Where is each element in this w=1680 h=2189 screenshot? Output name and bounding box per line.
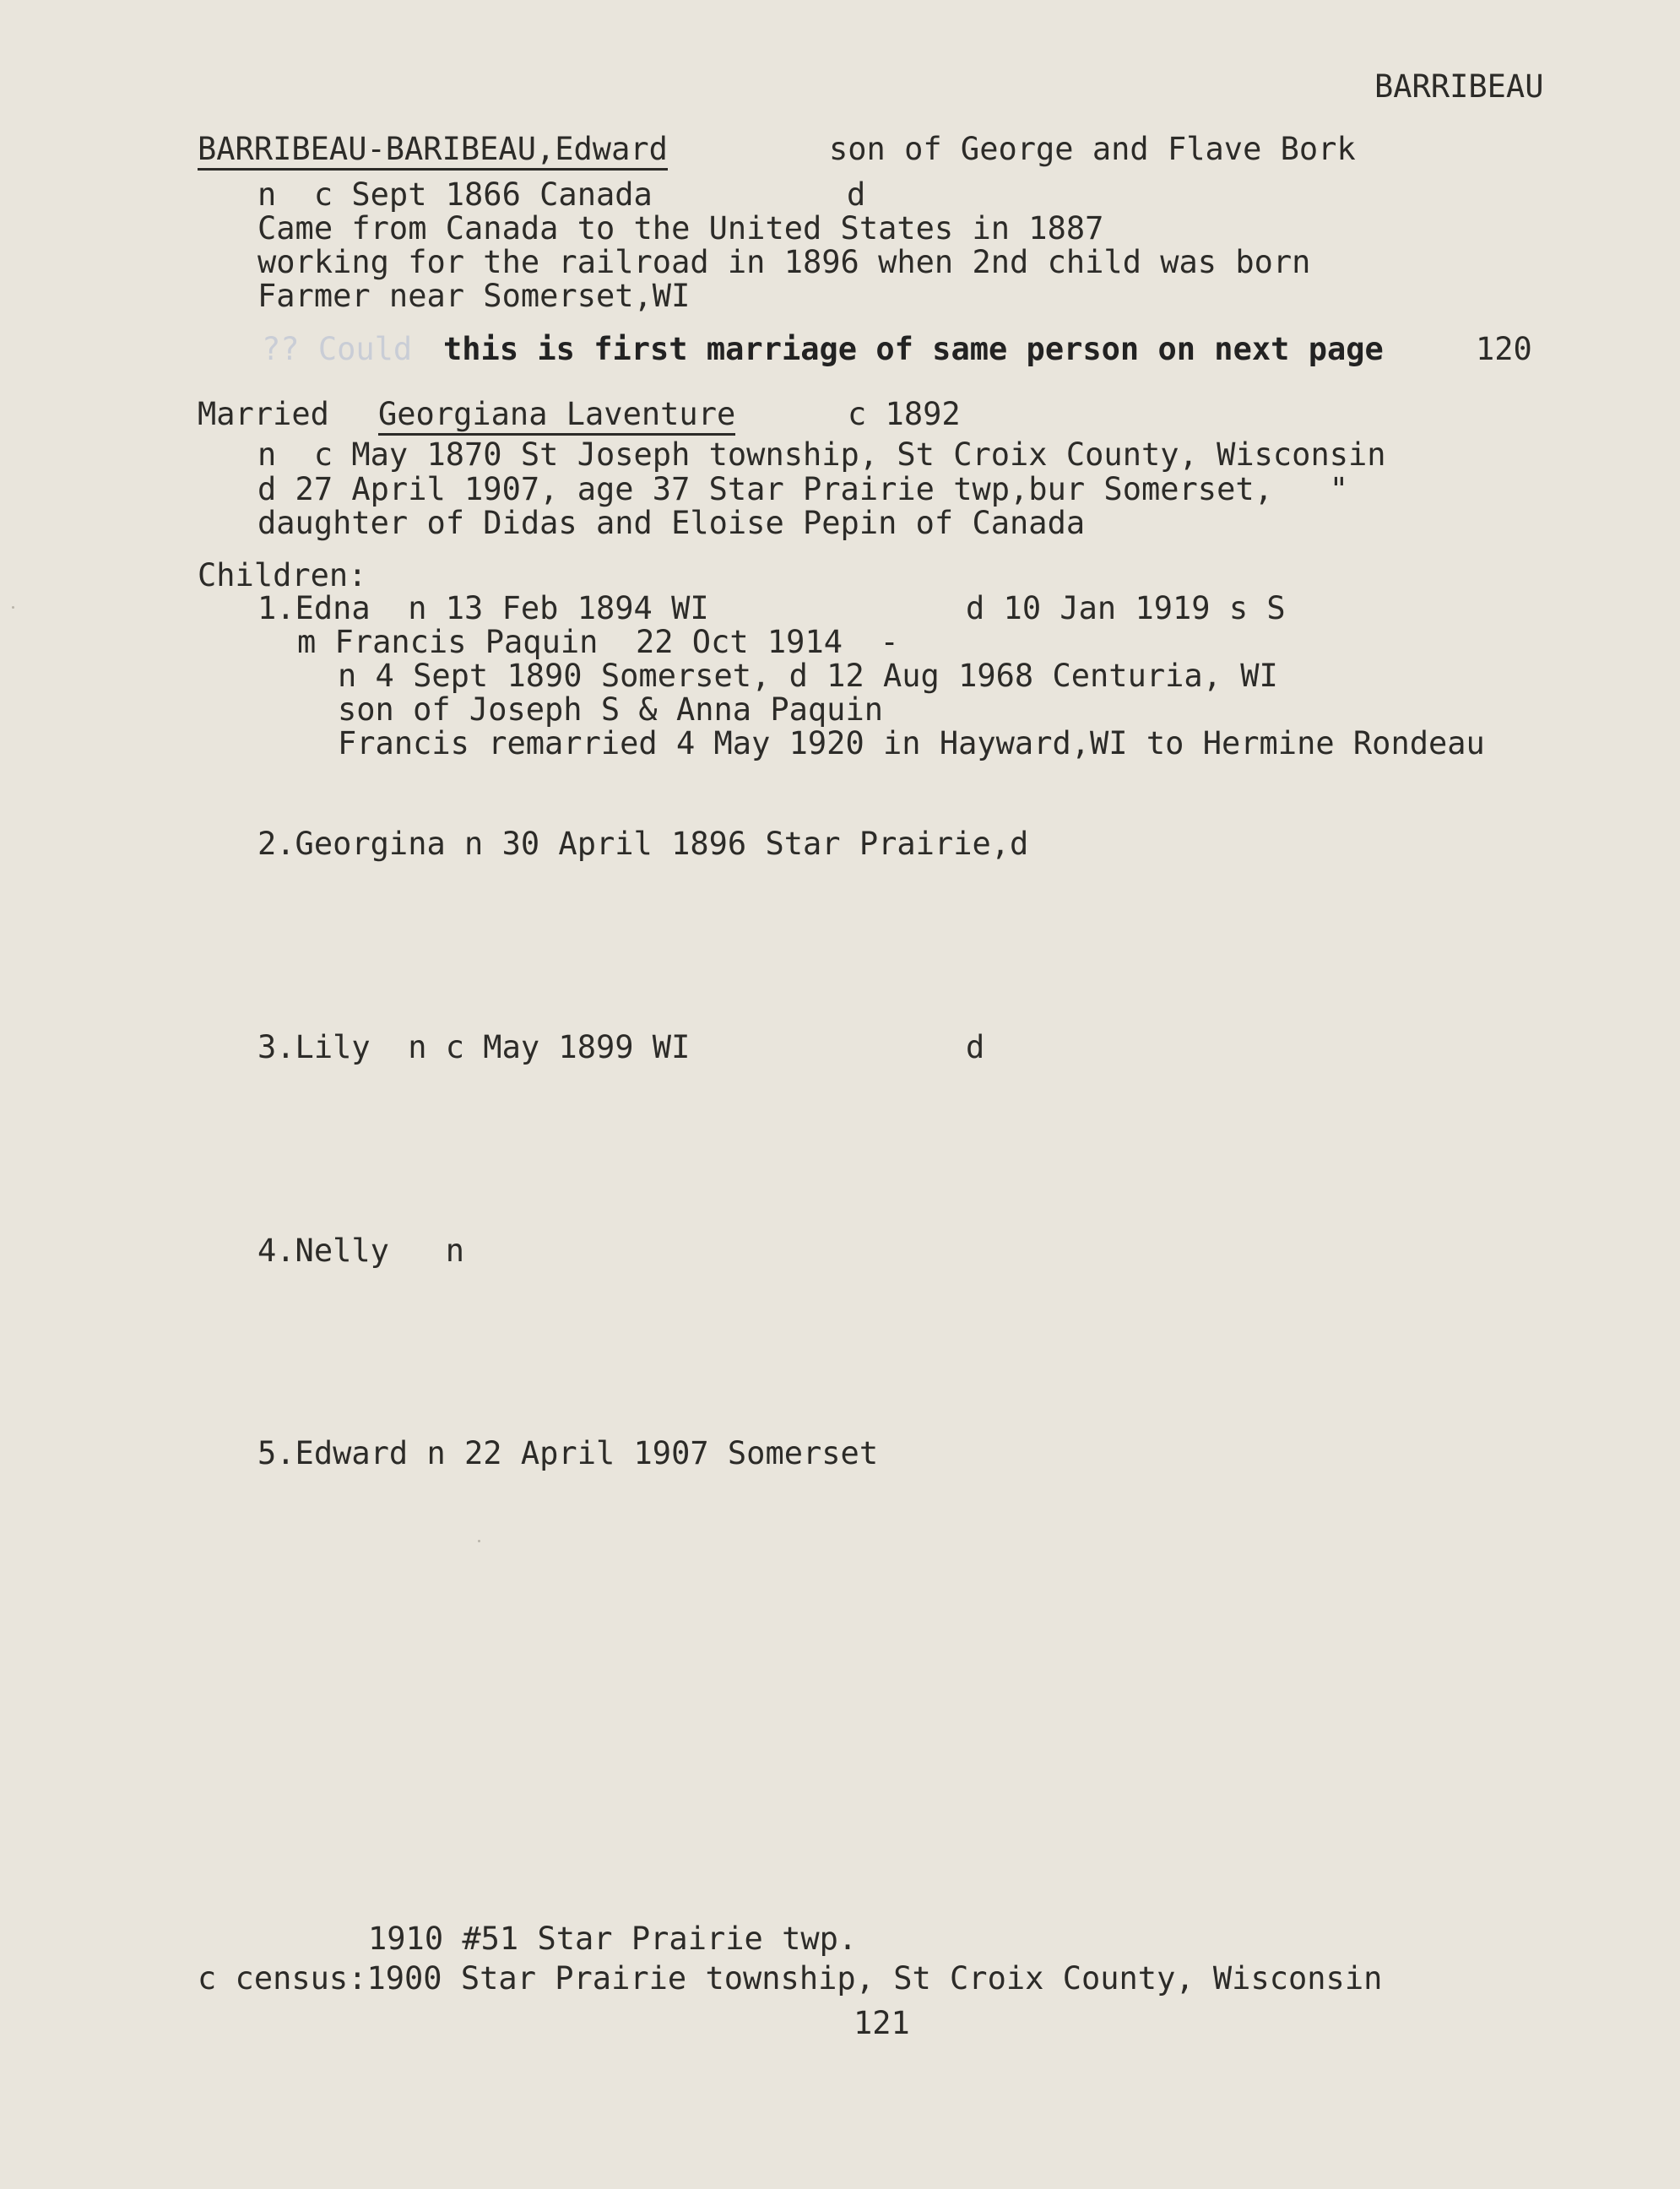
child-entry: 2.Georgina n 30 April 1896 Star Prairie,d [257, 826, 1029, 862]
question-text: this is first marriage of same person on next page [443, 331, 1384, 367]
subject-death: d [847, 176, 866, 213]
spouse-detail: d 27 April 1907, age 37 Star Prairie twp,bur Somerset, " [257, 471, 1349, 507]
paper-speck [12, 606, 14, 609]
child-entry: 5.Edward n 22 April 1907 Somerset [257, 1435, 879, 1471]
surname-header: BARRIBEAU [1374, 68, 1544, 105]
spouse-detail: daughter of Didas and Eloise Pepin of Canada [257, 505, 1086, 541]
census-1910: 1910 #51 Star Prairie twp. [368, 1921, 858, 1957]
children-label: Children: [198, 557, 367, 593]
child-spouse-detail: n 4 Sept 1890 Somerset, d 12 Aug 1968 Centuria, WI [338, 658, 1278, 694]
child-death: d 10 Jan 1919 s S [966, 590, 1286, 626]
question-page-ref: 120 [1476, 331, 1532, 367]
child-entry: 4.Nelly n [257, 1233, 465, 1269]
marriage-date: c 1892 [848, 396, 961, 432]
child-spouse-detail: Francis remarried 4 May 1920 in Hayward,WI to Hermine Rondeau [338, 725, 1485, 761]
census-1900: c census:1900 Star Prairie township, St Croix County, Wisconsin [198, 1960, 1383, 1997]
marriage-label: Married [198, 396, 329, 432]
spouse-name: Georgiana Laventure [378, 397, 735, 436]
question-faint-prefix: ?? Could [262, 331, 413, 367]
child-spouse: m Francis Paquin 22 Oct 1914 - [297, 624, 899, 660]
subject-note: working for the railroad in 1896 when 2nd child was born [257, 244, 1311, 280]
paper-speck [478, 1540, 480, 1542]
subject-parents: son of George and Flave Bork [829, 131, 1356, 167]
page-number: 121 [854, 2005, 910, 2041]
subject-note: Farmer near Somerset,WI [257, 278, 691, 314]
subject-name: BARRIBEAU-BARIBEAU,Edward [198, 132, 668, 171]
child-entry: 1.Edna n 13 Feb 1894 WI [257, 590, 709, 626]
child-spouse-detail: son of Joseph S & Anna Paquin [338, 691, 884, 728]
child-entry: 3.Lily n c May 1899 WI [257, 1029, 691, 1065]
spouse-detail: n c May 1870 St Joseph township, St Croix County, Wisconsin [257, 436, 1386, 473]
subject-note: Came from Canada to the United States in 1887 [257, 210, 1104, 247]
subject-birth: n c Sept 1866 Canada [257, 176, 653, 213]
child-death: d [966, 1029, 985, 1065]
